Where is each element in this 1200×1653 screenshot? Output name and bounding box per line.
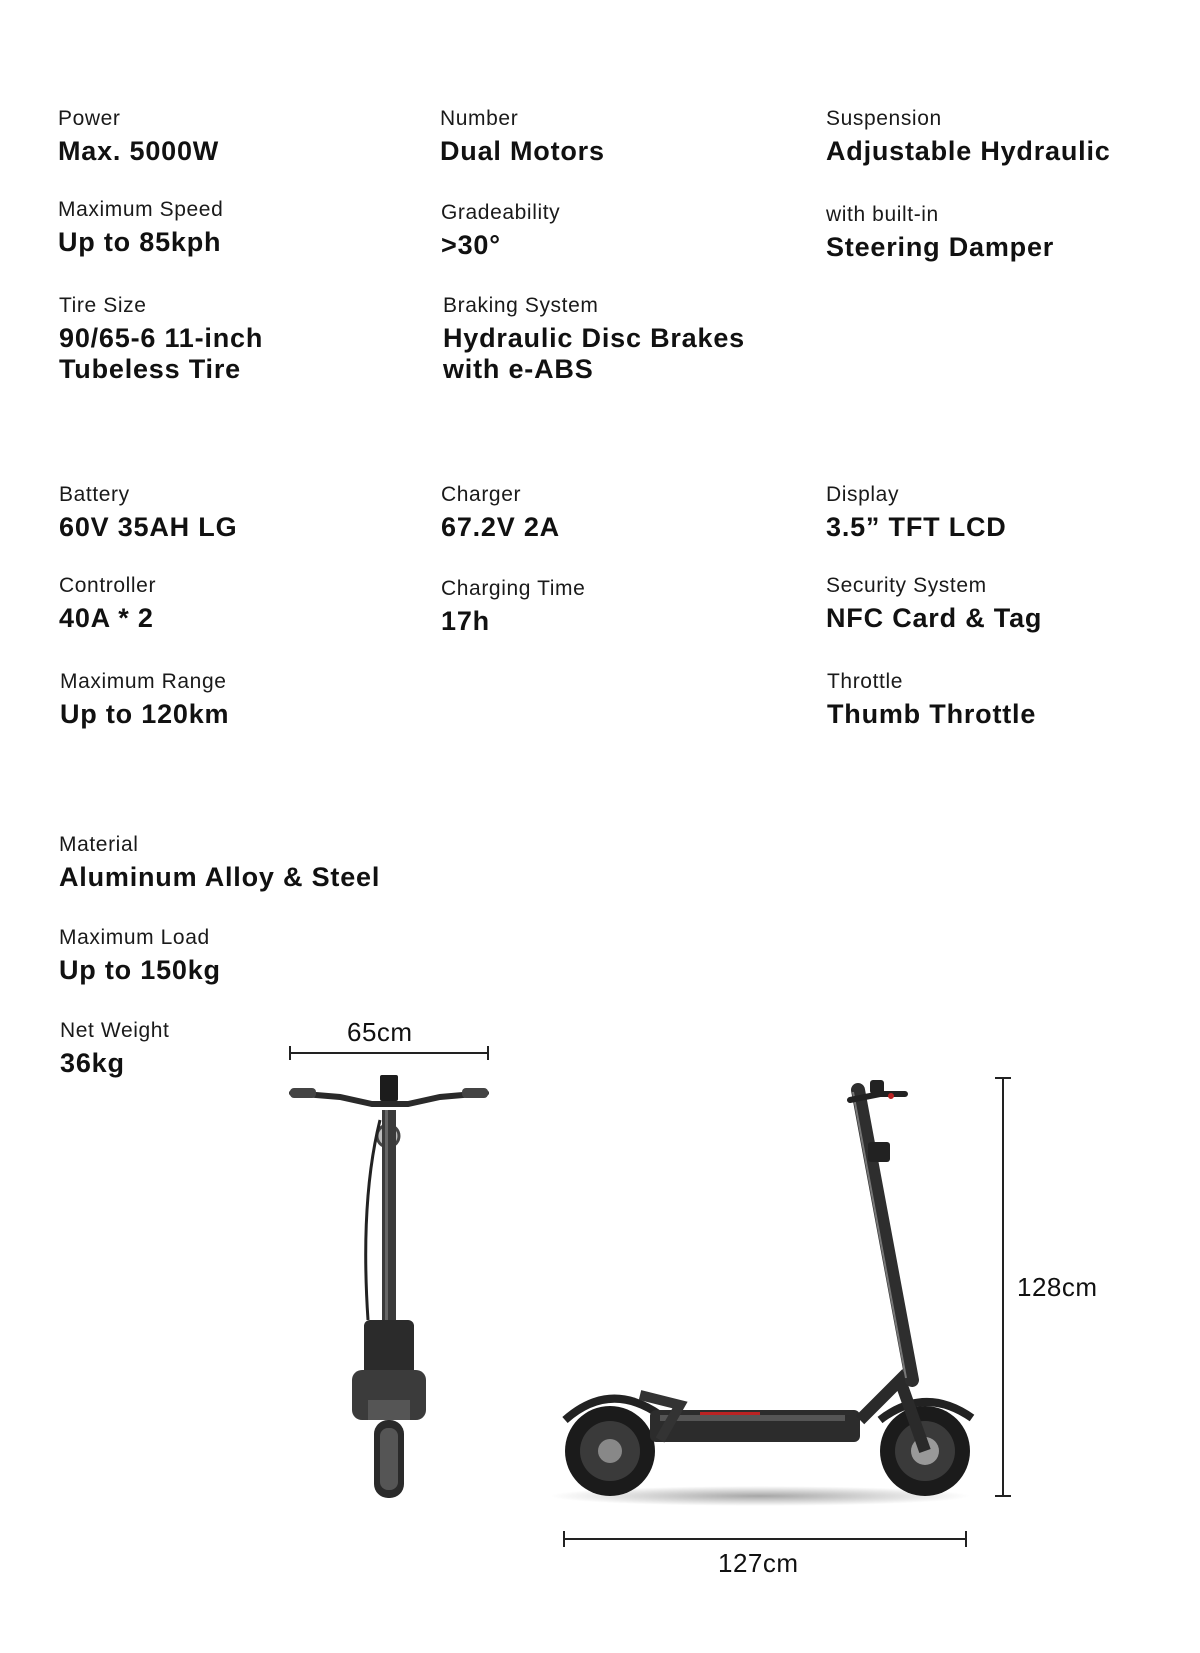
spec-value: Thumb Throttle: [827, 699, 1037, 729]
spec-label: Maximum Speed: [58, 198, 224, 221]
spec-value: 36kg: [60, 1048, 125, 1078]
spec-value: Dual Motors: [440, 136, 605, 166]
spec-value: 17h: [441, 606, 490, 636]
spec-label: Controller: [59, 574, 157, 597]
spec-label: Suspension: [826, 107, 942, 130]
spec-label: Battery: [59, 483, 130, 506]
spec-label: Gradeability: [441, 201, 561, 224]
spec-label: Braking System: [443, 294, 599, 317]
spec-label: Throttle: [827, 670, 903, 693]
spec-value: NFC Card & Tag: [826, 603, 1043, 633]
spec-label: Charging Time: [441, 577, 586, 600]
spec-value: 3.5” TFT LCD: [826, 512, 1007, 542]
spec-label: Maximum Load: [59, 926, 210, 949]
spec-value: Max. 5000W: [58, 136, 220, 166]
spec-value: Aluminum Alloy & Steel: [59, 862, 381, 892]
height-dimension-line: [995, 1078, 1011, 1496]
spec-label: Number: [440, 107, 519, 130]
dimension-length-label: 127cm: [718, 1548, 799, 1578]
spec-label: Charger: [441, 483, 522, 506]
spec-value: 60V 35AH LG: [59, 512, 238, 542]
spec-value: Adjustable Hydraulic: [826, 136, 1111, 166]
spec-value: >30°: [441, 230, 501, 260]
spec-value: Up to 150kg: [59, 955, 221, 985]
spec-value: Up to 85kph: [58, 227, 222, 257]
dimension-height-label: 128cm: [1017, 1272, 1098, 1302]
spec-value: Up to 120km: [60, 699, 230, 729]
dimension-width-label: 65cm: [347, 1017, 413, 1047]
spec-label: Material: [59, 833, 139, 856]
spec-value: 67.2V 2A: [441, 512, 560, 542]
scooter-side-view: [550, 1080, 972, 1506]
spec-value: 40A * 2: [59, 603, 154, 633]
spec-value: with e-ABS: [443, 354, 594, 384]
spec-label: Display: [826, 483, 900, 506]
scooter-front-view: [290, 1075, 488, 1498]
spec-label: Net Weight: [60, 1019, 170, 1042]
width-dimension-line: [290, 1046, 488, 1060]
length-dimension-line: [564, 1531, 966, 1547]
spec-value: 90/65-6 11-inch: [59, 323, 264, 353]
spec-value: Hydraulic Disc Brakes: [443, 323, 745, 353]
spec-label: Power: [58, 107, 121, 130]
spec-label: Security System: [826, 574, 987, 597]
spec-label: Maximum Range: [60, 670, 227, 693]
spec-value: Tubeless Tire: [59, 354, 241, 384]
spec-label: with built-in: [826, 203, 939, 226]
spec-value: Steering Damper: [826, 232, 1055, 262]
spec-label: Tire Size: [59, 294, 147, 317]
